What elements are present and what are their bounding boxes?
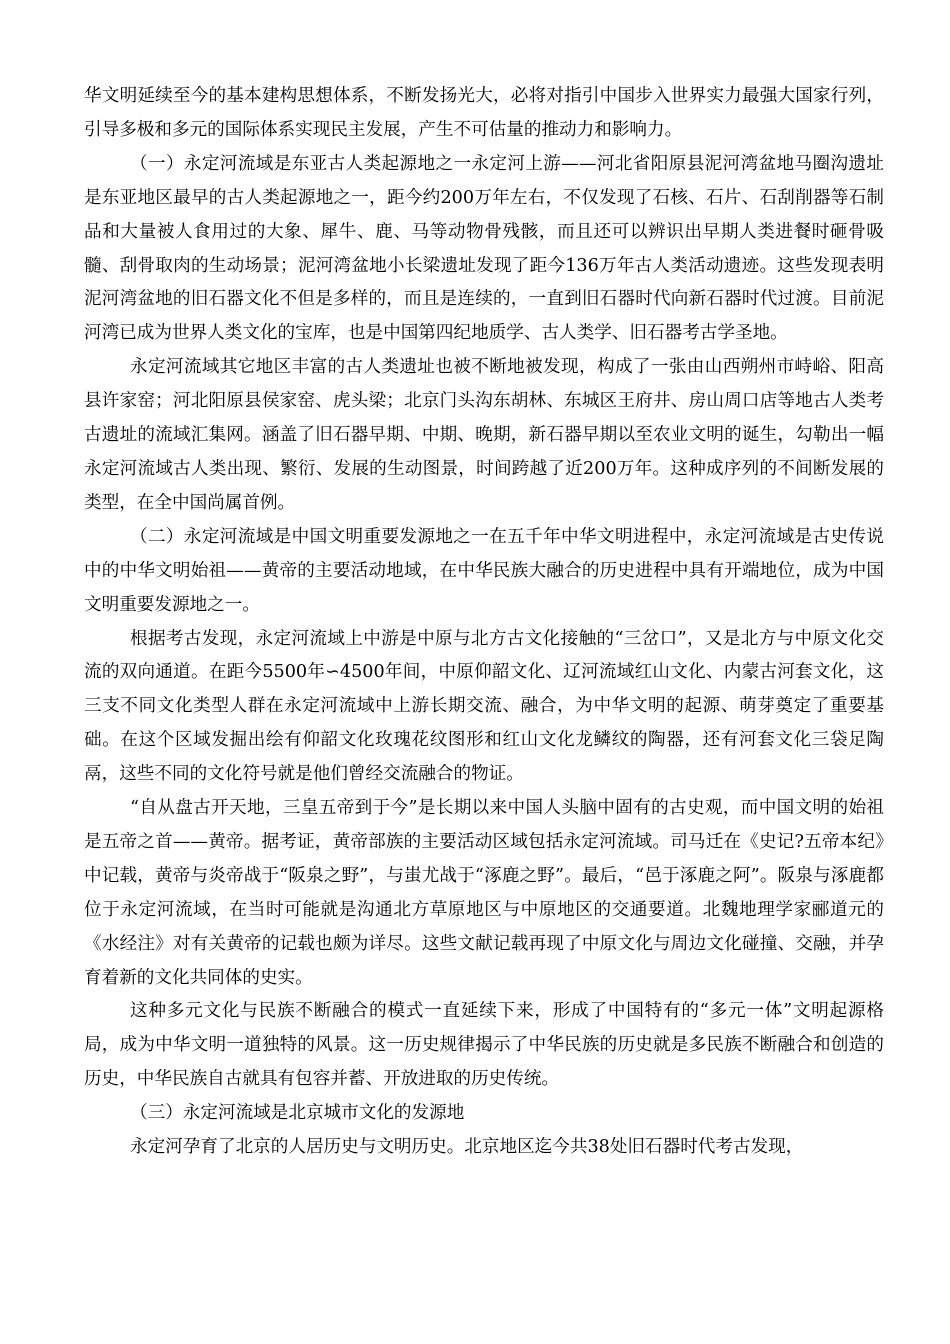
paragraph-section-1: （一）永定河流域是东亚古人类起源地之一永定河上游——河北省阳原县泥河湾盆地马圈沟遗址是东亚地区最早的古人类起源地之一，距今约200万年左右，不仅发现了石核、石片、石刮削器等石制品和大量被人食用过的大象、犀牛、鹿、马等动物骨残骸，而且还可以辨识出早期人类进餐时砸骨吸髓、刮骨取肉的生动场景；泥河湾盆地小长梁遗址发现了距今136万年古人类活动遗迹。这些发现表明泥河湾盆地的旧石器文化不但是多样的，而且是连续的，一直到旧石器时代向新石器时代过渡。目前泥河湾已成为世界人类文化的宝库，也是中国第四纪地质学、古人类学、旧石器考古学圣地。 (84, 153, 884, 344)
paragraph-multi-culture: 这种多元文化与民族不断融合的模式一直延续下来，形成了中国特有的“多元一体”文明起源格局，成为中华文明一道独特的风景。这一历史规律揭示了中华民族的历史就是多民族不断融合和创造的历史，中华民族自古就具有包容并蓄、开放进取的历史传统。 (84, 1001, 884, 1090)
section-heading-3: （三）永定河流域是北京城市文化的发源地 (130, 1103, 465, 1124)
paragraph-archaeology: 根据考古发现，永定河流域上中游是中原与北方古文化接触的“三岔口”，又是北方与中原文化交流的双向通道。在距今5500年∽4500年间，中原仰韶文化、辽河流域红山文化、内蒙古河套文化，这三支不同文化类型人群在永定河流域中上游长期交流、融合，为中华文明的起源、萌芽奠定了重要基础。在这个区域发掘出绘有仰韶文化玫瑰花纹图形和红山文化龙鳞纹的陶器，还有河套文化三袋足陶鬲，这些不同的文化符号就是他们曾经交流融合的物证。 (84, 628, 884, 785)
paragraph-beijing: 永定河孕育了北京的人居历史与文明历史。北京地区迄今共38处旧石器时代考古发现， (130, 1137, 804, 1158)
paragraph-section-2: （二）永定河流域是中国文明重要发源地之一在五千年中华文明进程中，永定河流域是古史传说中的中华文明始祖——黄帝的主要活动地域，在中华民族大融合的历史进程中具有开端地位，成为中国文明重要发源地之一。 (84, 526, 884, 615)
paragraph-intro-continuation: 华文明延续至今的基本建构思想体系，不断发扬光大，必将对指引中国步入世界实力最强大国家行列，引导多极和多元的国际体系实现民主发展，产生不可估量的推动力和影响力。 (84, 86, 884, 140)
paragraph-huangdi: “自从盘古开天地，三皇五帝到于今”是长期以来中国人头脑中固有的古史观，而中国文明的始祖是五帝之首——黄帝。据考证，黄帝部族的主要活动区域包括永定河流域。司马迁在《史记?五帝本纪》中记载，黄帝与炎帝战于“阪泉之野”，与蚩尤战于“涿鹿之野”。最后，“邑于涿鹿之阿”。阪泉与涿鹿都位于永定河流域，在当时可能就是沟通北方草原地区与中原地区的交通要道。北魏地理学家郦道元的《水经注》对有关黄帝的记载也颇为详尽。这些文献记载再现了中原文化与周边文化碰撞、交融，并孕育着新的文化共同体的史实。 (84, 798, 884, 988)
paragraph-paleo-sites: 永定河流域其它地区丰富的古人类遗址也被不断地被发现，构成了一张由山西朔州市峙峪、阳高县许家窑；河北阳原县侯家窑、虎头梁；北京门头沟东胡林、东城区王府井、房山周口店等地古人类考古遗址的流域汇集网。涵盖了旧石器早期、中期、晚期，新石器早期以至农业文明的诞生，勾勒出一幅永定河流域古人类出现、繁衍、发展的生动图景，时间跨越了近200万年。这种成序列的不间断发展的类型，在全中国尚属首例。 (84, 357, 884, 513)
document-page (84, 80, 884, 1165)
